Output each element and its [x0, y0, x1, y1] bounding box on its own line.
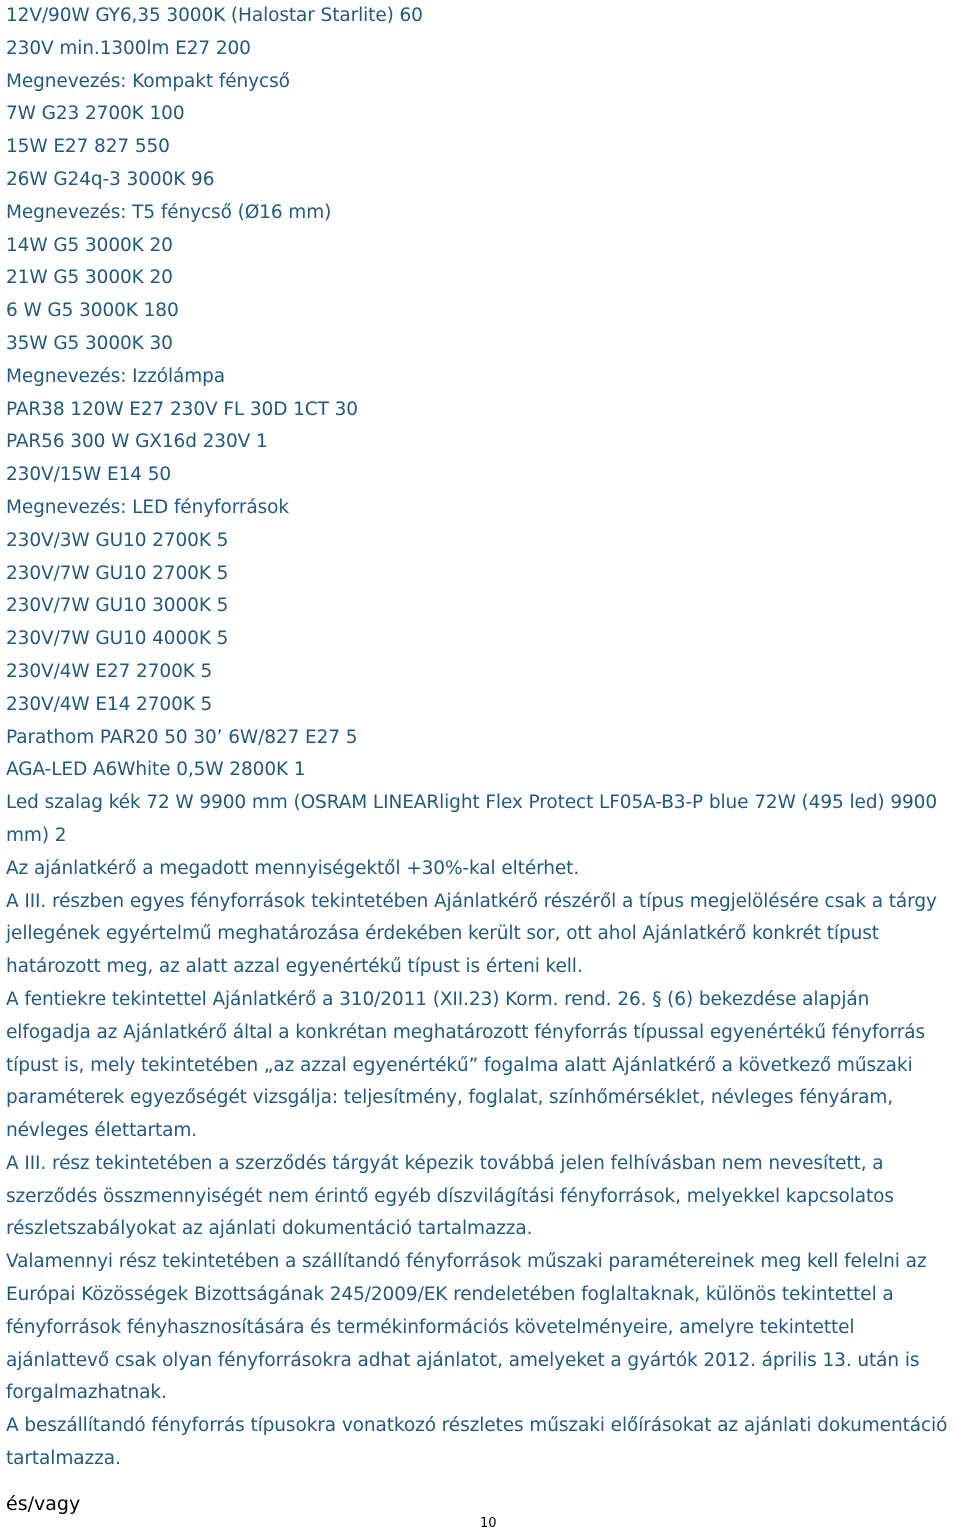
item-list	[6, 0, 956, 787]
list-line: 230V/7W GU10 3000K 5	[6, 595, 229, 617]
list-line: 15W E27 827 550	[6, 136, 170, 158]
list-line: 14W G5 3000K 20	[6, 234, 173, 256]
list-line: Megnevezés: T5 fénycső (Ø16 mm)	[6, 201, 332, 223]
page-number: 10	[480, 1516, 497, 1531]
paragraph-equivalence: A fentiekre tekintettel Ajánlatkérő a 310/2011 (XII.23) Korm. rend. 26. § (6) bekezdése alapján elfogadja az Ajánlatkérő által a konkrétan meghatározott fényforrás típussal egyenértékű fényforrás típust is, mely tekintetében „az azzal egyenértékű” fogalma alatt Ajánlatkérő a következő műszaki paraméterek egyezőségét vizsgálja: teljesítmény, foglalat, színhőmérséklet, névleges fényáram, névleges élettartam.	[6, 988, 926, 1142]
list-line: 230V/7W GU10 4000K 5	[6, 628, 229, 650]
list-line: PAR38 120W E27 230V FL 30D 1CT 30	[6, 398, 358, 420]
document-body	[6, 0, 956, 1520]
closing-text: és/vagy	[6, 1492, 81, 1515]
list-line: 12V/90W GY6,35 3000K (Halostar Starlite) 60	[6, 5, 423, 26]
paragraph-type-designation: A III. részben egyes fényforrások tekintetében Ajánlatkérő részéről a típus megjelölésére csak a tárgy jellegének egyértelmű meghatározása érdekében került sor, ott ahol Ajánlatkérő konkrét típust határozott meg, az alatt azzal egyenértékű típust is érteni kell.	[6, 890, 937, 978]
paragraph-decorative-lighting: A III. rész tekintetében a szerződés tárgyát képezik továbbá jelen felhívásban nem nevesített, a szerződés összmennyiségét nem érintő egyéb díszvilágítási fényforrások, melyekkel kapcsolatos részletszabályokat az ajánlati dokumentáció tartalmazza.	[6, 1152, 894, 1240]
list-line: 35W G5 3000K 30	[6, 332, 173, 354]
list-line: 230V min.1300lm E27 200	[6, 37, 251, 59]
list-line: 26W G24q-3 3000K 96	[6, 168, 215, 190]
paragraph-quantity-deviation: Az ajánlatkérő a megadott mennyiségektől +30%-kal eltérhet.	[6, 857, 580, 879]
list-line: 21W G5 3000K 20	[6, 267, 173, 289]
list-line: 7W G23 2700K 100	[6, 103, 185, 125]
list-line: Megnevezés: Kompakt fénycső	[6, 70, 290, 92]
paragraph-technical-specs: A beszállítandó fényforrás típusokra vonatkozó részletes műszaki előírásokat az ajánlati dokumentáció tartalmazza.	[6, 1415, 948, 1470]
list-line: 230V/3W GU10 2700K 5	[6, 529, 229, 551]
paragraphs	[6, 787, 956, 1476]
list-line: Megnevezés: LED fényforrások	[6, 496, 289, 518]
list-line: Megnevezés: Izzólámpa	[6, 365, 226, 387]
list-line: 230V/4W E14 2700K 5	[6, 693, 213, 715]
paragraph-eu-regulation: Valamennyi rész tekintetében a szállítandó fényforrások műszaki paramétereinek meg kell felelni az Európai Közösségek Bizottságának 245/2009/EK rendeletében foglaltaknak, különös tekintettel a fényforrások fényhasznosítására és termékinformációs követelményeire, amelyre tekintettel ajánlattevő csak olyan fényforrásokra adhat ajánlatot, amelyeket a gyártók 2012. április 13. után is forgalmazhatnak.	[6, 1251, 927, 1404]
list-line: 230V/7W GU10 2700K 5	[6, 562, 229, 584]
list-line: 230V/4W E27 2700K 5	[6, 660, 213, 682]
paragraph-led-strip: Led szalag kék 72 W 9900 mm (OSRAM LINEARlight Flex Protect LF05A-B3-P blue 72W (495 led) 9900 mm) 2	[6, 792, 938, 846]
list-line: AGA-LED A6White 0,5W 2800K 1	[6, 759, 306, 781]
list-line: 6 W G5 3000K 180	[6, 300, 179, 322]
list-line: 230V/15W E14 50	[6, 464, 172, 486]
list-line: PAR56 300 W GX16d 230V 1	[6, 431, 268, 453]
list-line: Parathom PAR20 50 30’ 6W/827 E27 5	[6, 726, 358, 748]
